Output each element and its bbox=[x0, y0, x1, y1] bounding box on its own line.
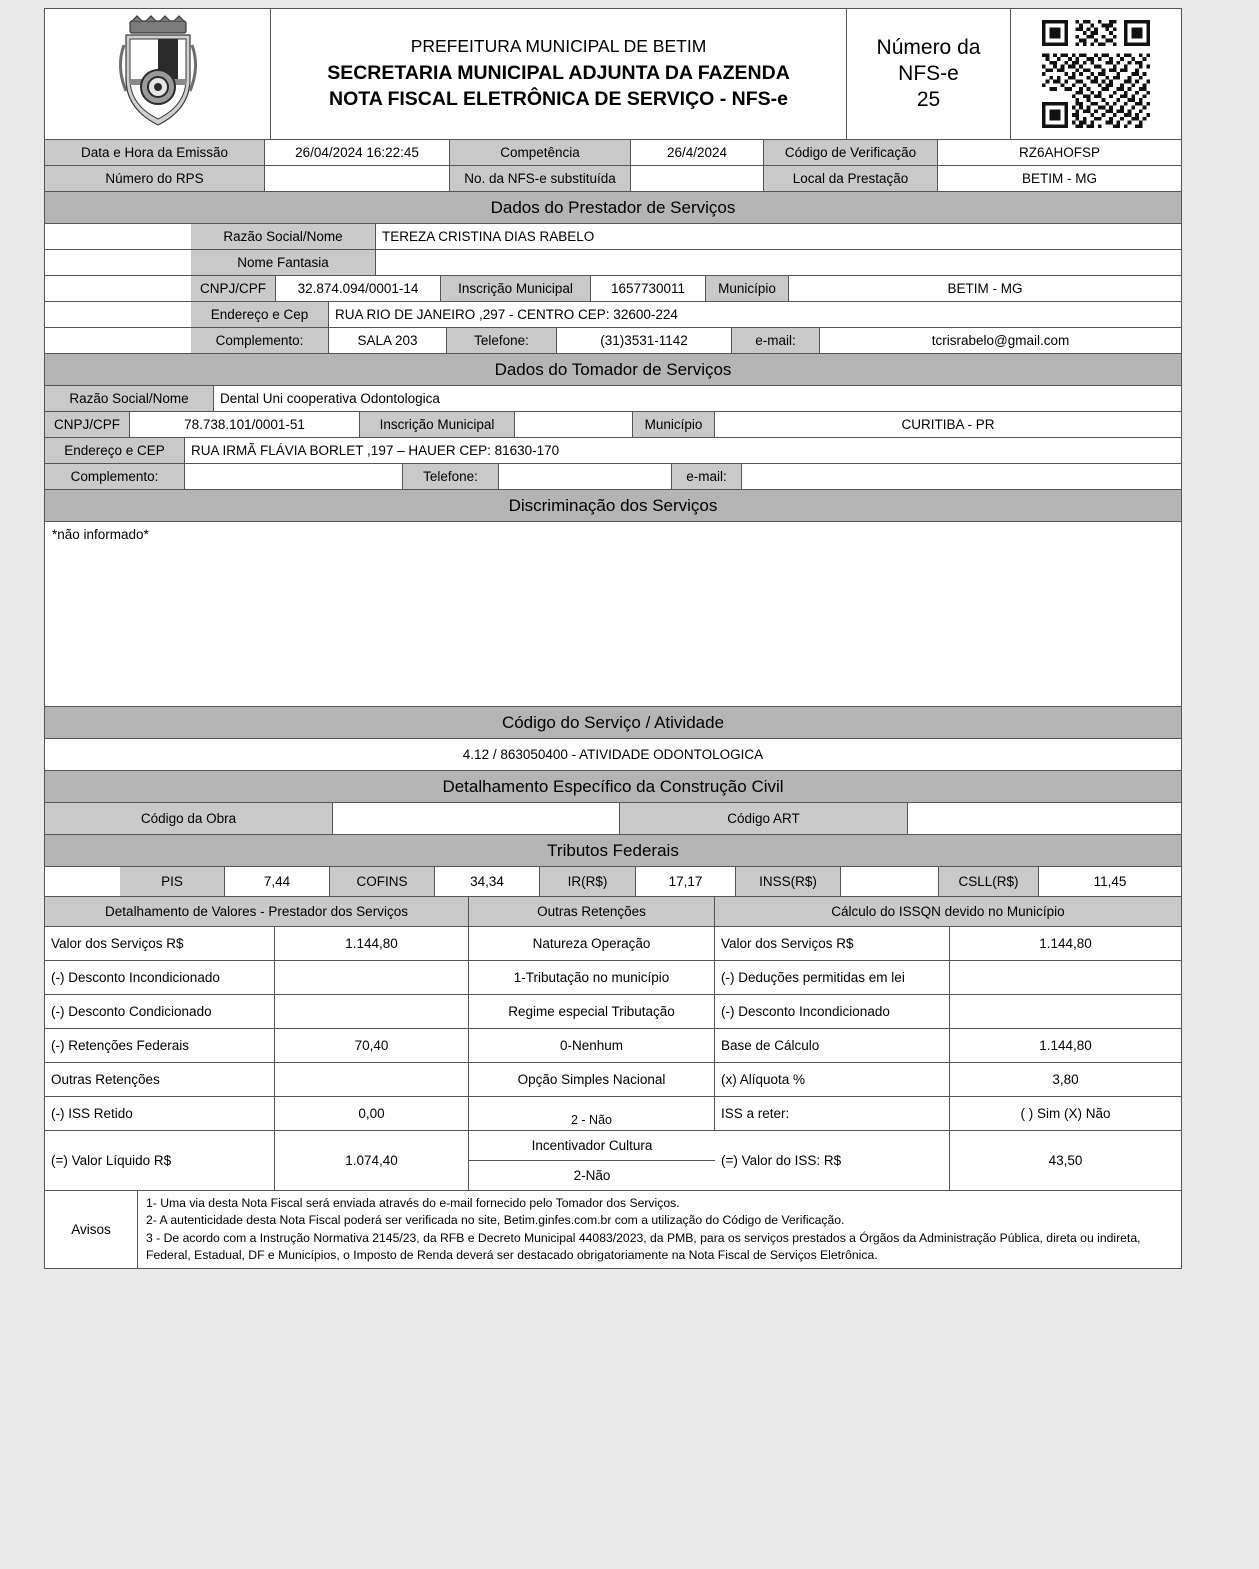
opcao-simples-nacional-value: 2 - Não bbox=[469, 1097, 715, 1131]
nfse-substituida-value bbox=[631, 166, 764, 192]
natureza-operacao-label: Natureza Operação bbox=[469, 927, 715, 961]
emissao-row-2 bbox=[45, 166, 1181, 192]
discriminacao-text: *não informado* bbox=[45, 522, 1181, 707]
codigo-servico-value: 4.12 / 863050400 - ATIVIDADE ODONTOLOGICA bbox=[45, 739, 1181, 771]
valores-row-4 bbox=[45, 1029, 1181, 1063]
codigo-obra-value bbox=[333, 803, 620, 835]
outras-retencoes-value bbox=[275, 1063, 469, 1097]
competencia-label: Competência bbox=[450, 140, 631, 166]
iss-a-reter-value: ( ) Sim (X) Não bbox=[950, 1097, 1181, 1131]
valor-liquido-value: 1.074,40 bbox=[275, 1131, 469, 1191]
avisos-section bbox=[45, 1191, 1181, 1268]
discriminacao-section-title: Discriminação dos Serviços bbox=[45, 490, 1181, 522]
incentivador-cultura-value: 2-Não bbox=[469, 1161, 715, 1191]
valores-row-6 bbox=[45, 1097, 1181, 1131]
prestador-row-fantasia bbox=[45, 250, 1181, 276]
numero-rps-label: Número do RPS bbox=[45, 166, 265, 192]
prestador-row-razao bbox=[45, 224, 1181, 250]
data-emissao-label: Data e Hora da Emissão bbox=[45, 140, 265, 166]
detalhamento-prestador-header: Detalhamento de Valores - Prestador dos Serviços bbox=[45, 897, 469, 927]
tomador-im-label: Inscrição Municipal bbox=[360, 412, 515, 438]
prestador-cnpj-value: 32.874.094/0001-14 bbox=[276, 276, 441, 302]
issqn-header: Cálculo do ISSQN devido no Município bbox=[715, 897, 1181, 927]
prestador-im-value: 1657730011 bbox=[591, 276, 706, 302]
tomador-complemento-value bbox=[185, 464, 403, 490]
inss-value bbox=[841, 867, 939, 897]
desconto-condicionado-value bbox=[275, 995, 469, 1029]
nfse-document bbox=[44, 8, 1182, 1269]
outras-retencoes-header: Outras Retenções bbox=[469, 897, 715, 927]
prestador-row-cnpj bbox=[45, 276, 1181, 302]
valores-row-3 bbox=[45, 995, 1181, 1029]
valor-servicos-prestador-value: 1.144,80 bbox=[275, 927, 469, 961]
aliquota-value: 3,80 bbox=[950, 1063, 1181, 1097]
prestador-complemento-label: Complemento: bbox=[191, 328, 329, 354]
retencoes-federais-label: (-) Retenções Federais bbox=[45, 1029, 275, 1063]
tomador-municipio-label: Município bbox=[633, 412, 715, 438]
iss-retido-value: 0,00 bbox=[275, 1097, 469, 1131]
prestador-telefone-value: (31)3531-1142 bbox=[557, 328, 732, 354]
tomador-row-complemento bbox=[45, 464, 1181, 490]
prestador-section-title: Dados do Prestador de Serviços bbox=[45, 192, 1181, 224]
tributos-section-title: Tributos Federais bbox=[45, 835, 1181, 867]
iss-retido-label: (-) ISS Retido bbox=[45, 1097, 275, 1131]
prestador-fantasia-value bbox=[376, 250, 1181, 276]
tomador-email-value bbox=[742, 464, 1181, 490]
nfse-substituida-label: No. da NFS-e substituída bbox=[450, 166, 631, 192]
tomador-complemento-label: Complemento: bbox=[45, 464, 185, 490]
tomador-email-label: e-mail: bbox=[672, 464, 742, 490]
competencia-value: 26/4/2024 bbox=[631, 140, 764, 166]
nota-fiscal-line: NOTA FISCAL ELETRÔNICA DE SERVIÇO - NFS-e bbox=[328, 88, 788, 110]
valor-iss-label: (=) Valor do ISS: R$ bbox=[715, 1131, 950, 1191]
emissao-row-1 bbox=[45, 140, 1181, 166]
prestador-email-value: tcrisrabelo@gmail.com bbox=[820, 328, 1181, 354]
tomador-cnpj-label: CNPJ/CPF bbox=[45, 412, 130, 438]
issqn-deducoes-value bbox=[950, 961, 1181, 995]
tomador-section-title: Dados do Tomador de Serviços bbox=[45, 354, 1181, 386]
prestador-spacer-3 bbox=[45, 276, 191, 302]
issqn-desconto-incondicionado-label: (-) Desconto Incondicionado bbox=[715, 995, 950, 1029]
issqn-valor-servicos-label: Valor dos Serviços R$ bbox=[715, 927, 950, 961]
tributos-row bbox=[45, 867, 1181, 897]
valores-row-7 bbox=[45, 1131, 1181, 1191]
inss-label: INSS(R$) bbox=[736, 867, 841, 897]
local-prestacao-value: BETIM - MG bbox=[938, 166, 1181, 192]
prestador-row-endereco bbox=[45, 302, 1181, 328]
tomador-endereco-label: Endereço e CEP bbox=[45, 438, 185, 464]
aliquota-label: (x) Alíquota % bbox=[715, 1063, 950, 1097]
valores-header-row bbox=[45, 897, 1181, 927]
local-prestacao-label: Local da Prestação bbox=[764, 166, 938, 192]
prestador-im-label: Inscrição Municipal bbox=[441, 276, 591, 302]
prestador-municipio-value: BETIM - MG bbox=[789, 276, 1181, 302]
tomador-telefone-value bbox=[499, 464, 672, 490]
tomador-cnpj-value: 78.738.101/0001-51 bbox=[130, 412, 360, 438]
csll-label: CSLL(R$) bbox=[939, 867, 1039, 897]
regime-especial-value: 0-Nenhum bbox=[469, 1029, 715, 1063]
secretaria-line: SECRETARIA MUNICIPAL ADJUNTA DA FAZENDA bbox=[327, 61, 790, 84]
valor-servicos-prestador-label: Valor dos Serviços R$ bbox=[45, 927, 275, 961]
valor-liquido-label: (=) Valor Líquido R$ bbox=[45, 1131, 275, 1191]
cofins-value: 34,34 bbox=[435, 867, 540, 897]
base-calculo-value: 1.144,80 bbox=[950, 1029, 1181, 1063]
tomador-municipio-value: CURITIBA - PR bbox=[715, 412, 1181, 438]
prestador-cnpj-label: CNPJ/CPF bbox=[191, 276, 276, 302]
construcao-row bbox=[45, 803, 1181, 835]
avisos-text bbox=[138, 1191, 1181, 1268]
document-header bbox=[45, 9, 1181, 140]
prefeitura-line: PREFEITURA MUNICIPAL DE BETIM bbox=[410, 35, 707, 56]
tomador-row-endereco bbox=[45, 438, 1181, 464]
tributos-spacer bbox=[45, 867, 120, 897]
tomador-razao-value: Dental Uni cooperativa Odontologica bbox=[214, 386, 1181, 412]
prestador-telefone-label: Telefone: bbox=[447, 328, 557, 354]
codigo-art-label: Código ART bbox=[620, 803, 908, 835]
nfse-number-label-1: Número da bbox=[876, 35, 981, 59]
ir-label: IR(R$) bbox=[540, 867, 636, 897]
iss-a-reter-label: ISS a reter: bbox=[715, 1097, 950, 1131]
desconto-condicionado-label: (-) Desconto Condicionado bbox=[45, 995, 275, 1029]
tomador-row-cnpj bbox=[45, 412, 1181, 438]
cofins-label: COFINS bbox=[330, 867, 435, 897]
prestador-row-complemento bbox=[45, 328, 1181, 354]
qr-code-icon bbox=[1011, 9, 1181, 139]
avisos-label: Avisos bbox=[45, 1191, 138, 1268]
valores-row-5 bbox=[45, 1063, 1181, 1097]
retencoes-federais-value: 70,40 bbox=[275, 1029, 469, 1063]
brasao-betim-icon bbox=[45, 9, 271, 139]
issqn-desconto-incondicionado-value bbox=[950, 995, 1181, 1029]
prestador-spacer-4 bbox=[45, 302, 191, 328]
prestador-spacer-5 bbox=[45, 328, 191, 354]
prestador-endereco-value: RUA RIO DE JANEIRO ,297 - CENTRO CEP: 32600-224 bbox=[329, 302, 1181, 328]
valores-row-1 bbox=[45, 927, 1181, 961]
prestador-email-label: e-mail: bbox=[732, 328, 820, 354]
nfse-number-label-2: NFS-e bbox=[898, 61, 959, 85]
desconto-incondicionado-value bbox=[275, 961, 469, 995]
valores-row-2 bbox=[45, 961, 1181, 995]
aviso-2: 2- A autenticidade desta Nota Fiscal poderá ser verificada no site, Betim.ginfes.com.br com a utilização do Código de Verificação. bbox=[146, 1213, 845, 1228]
nfse-number-box bbox=[847, 9, 1011, 139]
prestador-razao-label: Razão Social/Nome bbox=[191, 224, 376, 250]
prestador-municipio-label: Município bbox=[706, 276, 789, 302]
data-emissao-value: 26/04/2024 16:22:45 bbox=[265, 140, 450, 166]
nfse-number-value: 25 bbox=[916, 88, 941, 112]
codigo-servico-section-title: Código do Serviço / Atividade bbox=[45, 707, 1181, 739]
base-calculo-label: Base de Cálculo bbox=[715, 1029, 950, 1063]
outras-retencoes-label: Outras Retenções bbox=[45, 1063, 275, 1097]
ir-value: 17,17 bbox=[636, 867, 736, 897]
prestador-fantasia-label: Nome Fantasia bbox=[191, 250, 376, 276]
tomador-endereco-value: RUA IRMÃ FLÁVIA BORLET ,197 – HAUER CEP: 81630-170 bbox=[185, 438, 1181, 464]
tomador-razao-label: Razão Social/Nome bbox=[45, 386, 214, 412]
prestador-spacer-1 bbox=[45, 224, 191, 250]
codigo-obra-label: Código da Obra bbox=[45, 803, 333, 835]
prestador-razao-value: TEREZA CRISTINA DIAS RABELO bbox=[376, 224, 1181, 250]
codigo-verificacao-label: Código de Verificação bbox=[764, 140, 938, 166]
tomador-im-value bbox=[515, 412, 633, 438]
valor-iss-value: 43,50 bbox=[950, 1131, 1181, 1191]
opcao-simples-nacional-label: Opção Simples Nacional bbox=[469, 1063, 715, 1097]
incentivador-cultura-label: Incentivador Cultura bbox=[469, 1131, 715, 1161]
prestador-endereco-label: Endereço e Cep bbox=[191, 302, 329, 328]
tomador-telefone-label: Telefone: bbox=[403, 464, 499, 490]
aviso-1: 1- Uma via desta Nota Fiscal será enviada através do e-mail fornecido pelo Tomador dos Serviços. bbox=[146, 1196, 680, 1210]
codigo-art-value bbox=[908, 803, 1181, 835]
numero-rps-value bbox=[265, 166, 450, 192]
codigo-verificacao-value: RZ6AHOFSP bbox=[938, 140, 1181, 166]
desconto-incondicionado-label: (-) Desconto Incondicionado bbox=[45, 961, 275, 995]
pis-label: PIS bbox=[120, 867, 225, 897]
pis-value: 7,44 bbox=[225, 867, 330, 897]
prestador-complemento-value: SALA 203 bbox=[329, 328, 447, 354]
natureza-operacao-value: 1-Tributação no município bbox=[469, 961, 715, 995]
issqn-valor-servicos-value: 1.144,80 bbox=[950, 927, 1181, 961]
aviso-3: 3 - De acordo com a Instrução Normativa 2145/23, da RFB e Decreto Municipal 44083/2023, da PMB, para os serviços prestados a Órgãos da Administração Pública, direta ou indireta, Federal, Estadual, DF e Municípios, o Imposto de Renda deverá ser destacado obrigatoriamente na Nota Fiscal de Serviços Eletrônica. bbox=[146, 1230, 1141, 1262]
document-title bbox=[271, 9, 847, 139]
tomador-row-razao bbox=[45, 386, 1181, 412]
csll-value: 11,45 bbox=[1039, 867, 1181, 897]
issqn-deducoes-label: (-) Deduções permitidas em lei bbox=[715, 961, 950, 995]
regime-especial-label: Regime especial Tributação bbox=[469, 995, 715, 1029]
construcao-section-title: Detalhamento Específico da Construção Civil bbox=[45, 771, 1181, 803]
prestador-spacer-2 bbox=[45, 250, 191, 276]
